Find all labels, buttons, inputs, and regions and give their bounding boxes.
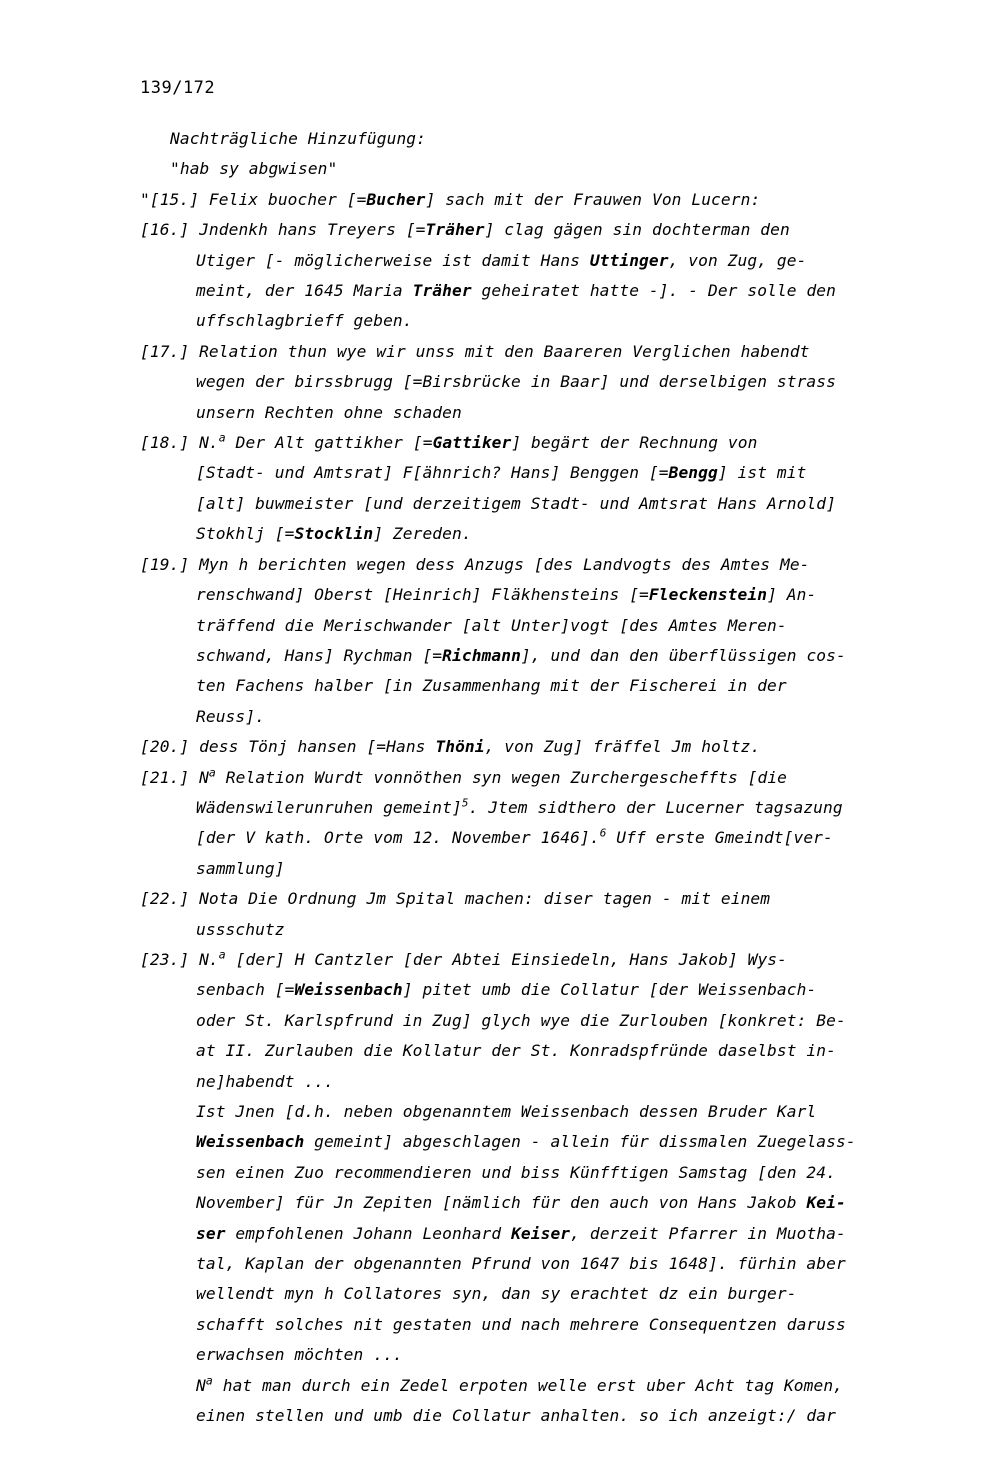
transcription-line: ten Fachens halber [in Zusammenhang mit der Fischerei in der [196, 676, 787, 696]
transcription-line: November] für Jn Zepiten [nämlich für den auch von Hans Jakob Kei- [196, 1193, 846, 1213]
transcription-line: schwand, Hans] Rychman [=Richmann], und dan den überflüssigen cos- [196, 645, 846, 665]
transcription-line: [20.] dess Tönj hansen [=Hans Thöni, von Zug] fräffel Jm holtz. [140, 737, 761, 757]
transcription-line: [der V kath. Orte vom 12. November 1646].$^6$ Uff erste Gmeindt[ver- [196, 826, 833, 848]
transcription-line: einen stellen und umb die Collatur anhalten. so ich anzeigt:/ dar [196, 1406, 836, 1426]
transcription-line: [23.] N.$^a$ [der] H Cantzler [der Abtei Einsiedeln, Hans Jakob] Wys- [140, 947, 788, 969]
transcription-line: ne]habendt ... [196, 1071, 334, 1091]
transcription-line: [19.] Myn h berichten wegen dess Anzugs [des Landvogts des Amtes Me- [140, 554, 810, 574]
transcription-line: Utiger [- möglicherweise ist damit Hans Uttinger, von Zug, ge- [196, 250, 807, 270]
transcription-line: "hab sy abgwisen" [170, 159, 338, 179]
transcription-line: ussschutz [196, 919, 285, 939]
transcription-line: schafft solches nit gestaten und nach mehrere Consequentzen daruss [196, 1314, 846, 1334]
transcription-line: oder St. Karlspfrund in Zug] glych wye die Zurlouben [konkret: Be- [196, 1010, 846, 1030]
transcription-line: träffend die Merischwander [alt Unter]vogt [des Amtes Meren- [196, 615, 787, 635]
transcription-line: ser empfohlenen Johann Leonhard Keiser, derzeit Pfarrer in Muotha- [196, 1223, 846, 1243]
transcription-line: Ist Jnen [d.h. neben obgenanntem Weissenbach dessen Bruder Karl [196, 1102, 817, 1121]
transcription-line: unsern Rechten ohne schaden [196, 402, 462, 422]
transcription-line: Wädenswilerunruhen gemeint]$^5$. Jtem sidthero der Lucerner tagsazung [196, 796, 843, 817]
transcription-line: tal, Kaplan der obgenannten Pfrund von 1647 bis 1648]. fürhin aber [196, 1254, 846, 1274]
transcription-line: renschwand] Oberst [Heinrich] Fläkhensteins [=Fleckenstein] An- [196, 585, 817, 605]
transcription-line: $N^a$ hat man durch ein Zedel erpoten welle erst uber Acht tag Komen, [196, 1373, 844, 1395]
transcription-line: [17.] Relation thun wye wir unss mit den Baareren Verglichen habendt [140, 341, 810, 361]
transcription-body [140, 124, 910, 1431]
transcription-line: Stokhlj [=Stocklin] Zereden. [196, 524, 472, 544]
transcription-line: sen einen Zuo recommendieren und biss Künfftigen Samstag [den 24. [196, 1162, 836, 1182]
transcription-line: [16.] Jndenkh hans Treyers [=Träher] clag gägen sin dochterman den [140, 220, 790, 240]
transcription-line: [22.] Nota Die Ordnung Jm Spital machen: diser tagen - mit einem [140, 889, 771, 909]
transcription-line: "[15.] Felix buocher [=Bucher] sach mit der Frauwen Von Lucern: [140, 189, 761, 209]
transcription-line: Reuss]. [196, 706, 265, 726]
transcription-line: Nachträgliche Hinzufügung: [170, 129, 426, 148]
page-number: 139/172 [140, 78, 216, 98]
transcription-line: uffschlagbrieff geben. [196, 311, 413, 331]
transcription-line: at II. Zurlauben die Kollatur der St. Konradspfründe daselbst in- [196, 1041, 836, 1061]
transcription-line: erwachsen möchten ... [196, 1345, 403, 1365]
transcription-line: wegen der birssbrugg [=Birsbrücke in Baar] und derselbigen strass [196, 372, 836, 392]
transcription-line: [21.] $N^a$ Relation Wurdt vonnöthen syn wegen Zurchergescheffts [die [140, 765, 788, 787]
transcription-line: [alt] buwmeister [und derzeitigem Stadt- und Amtsrat Hans Arnold] [196, 493, 836, 513]
transcription-line: sammlung] [196, 858, 285, 878]
transcription-line: Weissenbach gemeint] abgeschlagen - allein für dissmalen Zuegelass- [196, 1132, 856, 1152]
transcription-line: meint, der 1645 Maria Träher geheiratet hatte -]. - Der solle den [196, 281, 836, 301]
transcription-line: senbach [=Weissenbach] pitet umb die Collatur [der Weissenbach- [196, 980, 817, 1000]
transcription-line: wellendt myn h Collatores syn, dan sy erachtet dz ein burger- [196, 1284, 797, 1304]
transcription-line: [Stadt- und Amtsrat] F[ähnrich? Hans] Benggen [=Bengg] ist mit [196, 463, 807, 483]
transcription-line: [18.] N.$^a$ Der Alt gattikher [=Gattiker] begärt der Rechnung von [140, 430, 758, 453]
